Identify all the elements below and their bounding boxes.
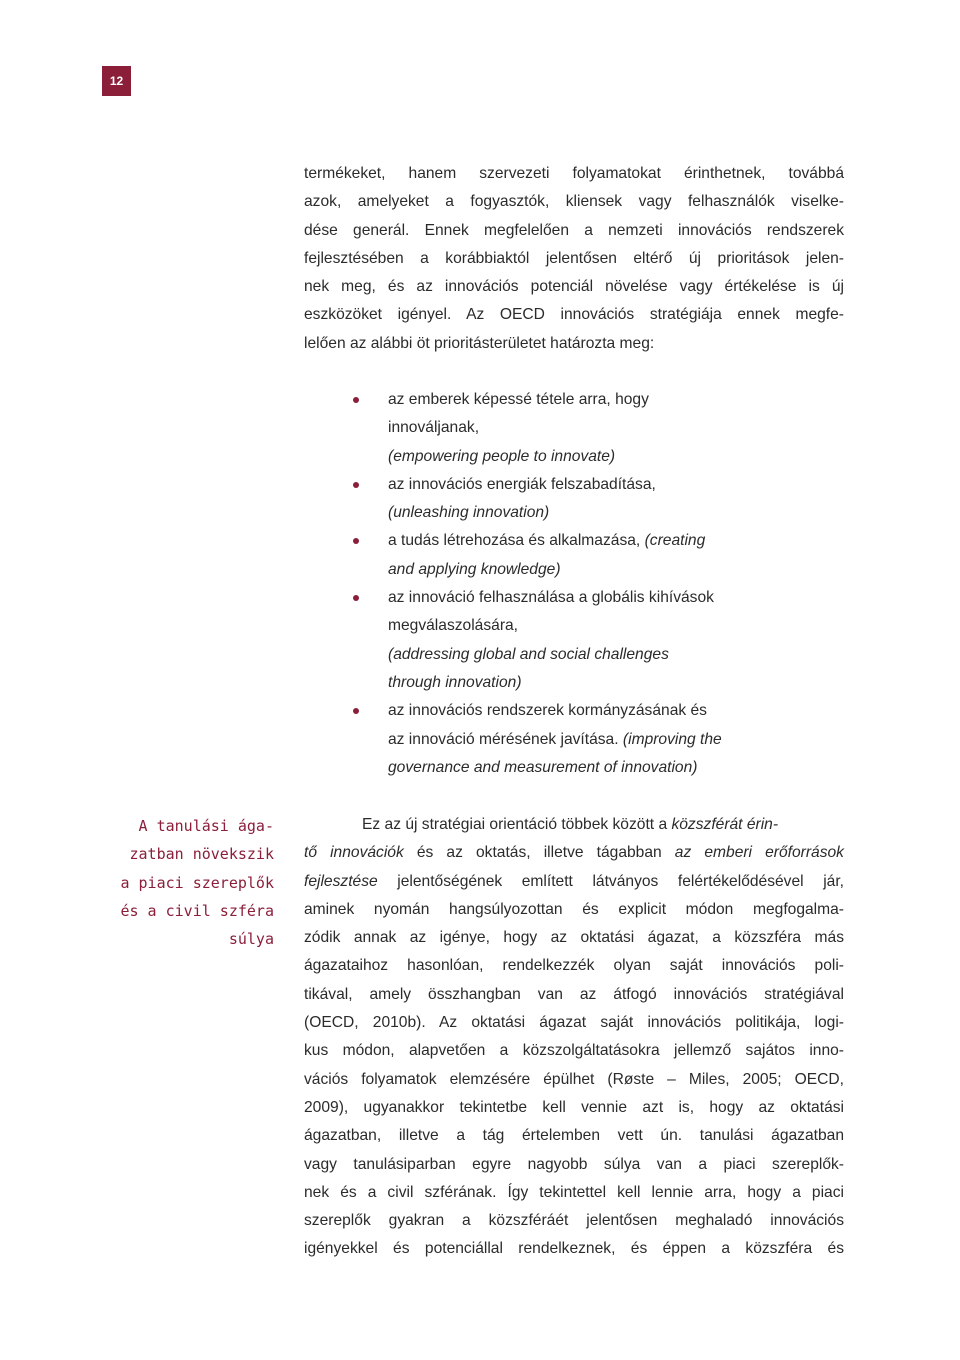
text-line: kus módon, alapvetően a közszolgáltatásokra jellemző sajátos inno-: [304, 1042, 844, 1060]
text-line: fejlesztése jelentőségének említett látványos felértékelődésével jár,: [304, 872, 844, 890]
list-item-english: (unleashing innovation): [388, 504, 550, 522]
bullet-icon: [353, 538, 359, 544]
bullet-icon: [353, 482, 359, 488]
margin-note-line: és a civil szféra: [120, 901, 274, 920]
list-item: az innovációs rendszerek kormányzásának és: [352, 697, 812, 725]
text-line: nek és a civil szférának. Így tekintettel kell lennie arra, hogy a piaci: [304, 1183, 844, 1201]
text-line: vációs folyamatok elemzésére épülhet (Røste – Miles, 2005; OECD,: [304, 1070, 844, 1088]
text-line: tikával, amely összhangban van az átfogó innovációs stratégiával: [304, 985, 844, 1003]
text-line: ágazatban, illetve a tág értelemben vett ún. tanulási ágazatban: [304, 1127, 844, 1145]
margin-note-line: a piaci szereplők: [120, 873, 274, 892]
list-item-english: governance and measurement of innovation): [388, 758, 698, 776]
bullet-icon: [353, 397, 359, 403]
list-item: az innováció felhasználása a globális kihívások: [352, 584, 812, 612]
list-item: a tudás létrehozása és alkalmazása, (creating: [352, 527, 812, 555]
list-item-english: (addressing global and social challenges: [388, 645, 669, 663]
priority-list: [352, 386, 812, 782]
text-line: ágazataihoz hasonlóan, rendelkezzék olyan saját innovációs poli-: [304, 957, 844, 975]
text-line: azok, amelyeket a fogyasztók, kliensek vagy felhasználók viselke-: [304, 193, 844, 211]
list-item-english: and applying knowledge): [388, 560, 561, 578]
text-line: igényekkel és potenciállal rendelkeznek, és éppen a közszféra és: [304, 1240, 844, 1258]
list-item-continuation: az innováció mérésének javítása. (improving the: [388, 730, 722, 748]
main-paragraph: [304, 811, 844, 1264]
margin-note-line: zatban növekszik: [129, 845, 274, 864]
bullet-icon: [353, 708, 359, 714]
page-number-badge: 12: [102, 66, 131, 96]
intro-paragraph: [304, 160, 844, 358]
list-item: az emberek képessé tétele arra, hogy: [352, 386, 812, 414]
margin-note-line: súlya: [228, 930, 274, 949]
text-line: szereplők gyakran a közszféráét jelentősen meghaladó innovációs: [304, 1212, 844, 1230]
bullet-icon: [353, 595, 359, 601]
text-line: eszközöket igényel. Az OECD innovációs stratégiája ennek megfe-: [304, 306, 844, 324]
text-line: fejlesztésében a korábbiaktól jelentősen eltérő új prioritások jelen-: [304, 249, 844, 267]
list-item-continuation: megválaszolására,: [388, 617, 519, 635]
list-item-english: (empowering people to innovate): [388, 447, 616, 465]
margin-note-line: A tanulási ága-: [138, 817, 274, 835]
text-line: 2009), ugyanakkor tekintetbe kell vennie azt is, hogy az oktatási: [304, 1098, 844, 1116]
text-line: zódik annak az igénye, hogy az oktatási ágazat, a közszféra más: [304, 929, 844, 947]
text-line: lelően az alábbi öt prioritásterületet határozta meg:: [304, 334, 655, 352]
text-line: nek meg, és az innovációs potenciál növelése vagy értékelése is új: [304, 278, 844, 296]
text-line: termékeket, hanem szervezeti folyamatokat érinthetnek, továbbá: [304, 165, 844, 182]
text-line: aminek nyomán hangsúlyozottan és explicit módon megfogalma-: [304, 900, 844, 918]
text-line: tő innovációk és az oktatás, illetve tágabban az emberi erőforrások: [304, 844, 844, 862]
text-line: Ez az új stratégiai orientáció többek között a közszférát érin-: [362, 816, 779, 833]
text-line: (OECD, 2010b). Az oktatási ágazat saját innovációs politikája, logi-: [304, 1014, 844, 1032]
margin-note: [74, 812, 274, 953]
list-item-continuation: innováljanak,: [388, 419, 480, 437]
text-line: vagy tanulásiparban egyre nagyobb súlya van a piaci szereplők-: [304, 1155, 844, 1173]
list-item: az innovációs energiák felszabadítása,: [352, 471, 812, 499]
list-item-english: through innovation): [388, 673, 522, 691]
text-line: dése generál. Ennek megfelelően a nemzeti innovációs rendszerek: [304, 221, 844, 239]
